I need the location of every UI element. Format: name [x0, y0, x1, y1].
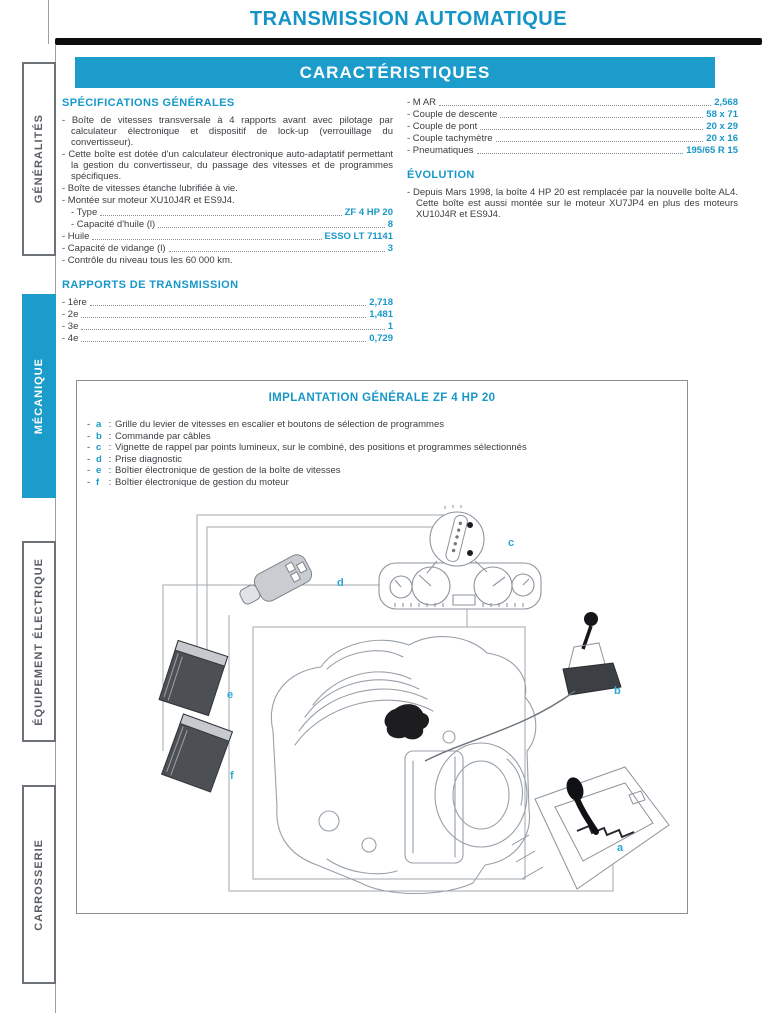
implantation-diagram-box — [76, 380, 688, 914]
sidebar-tab-label: MÉCANIQUE — [33, 357, 45, 435]
legend-dash: - — [87, 465, 91, 476]
ratio-label: - 2e — [62, 309, 79, 320]
ratio-value: 1,481 — [369, 309, 393, 320]
sidebar-tab-label: ÉQUIPEMENT ÉLECTRIQUE — [33, 557, 45, 726]
couple-row — [407, 97, 738, 108]
leader-dots — [500, 117, 703, 118]
spec-row — [62, 243, 393, 254]
leader-dots — [477, 153, 684, 154]
callout-b: b — [614, 685, 621, 697]
evolution-heading: ÉVOLUTION — [407, 169, 475, 181]
specs-paragraph: - Boîte de vitesses étanche lubrifiée à vie. — [62, 183, 238, 194]
callout-d: d — [337, 577, 344, 589]
leader-dots — [439, 105, 711, 106]
spec-value: 3 — [387, 243, 393, 254]
sidebar-tab-mecanique — [22, 294, 56, 498]
right-column — [407, 97, 738, 345]
couple-label: - Couple de pont — [407, 121, 478, 132]
legend-text: Vignette de rappel par points lumineux, sur le combiné, des positions et programmes sélectionnés — [115, 442, 527, 453]
legend-item-f — [87, 477, 687, 489]
sidebar-tab-carrosserie — [22, 785, 56, 984]
legend-dash: - — [87, 442, 91, 453]
couple-row — [407, 145, 738, 156]
evolution-paragraph: - Depuis Mars 1998, la boîte 4 HP 20 est remplacée par la nouvelle boîte AL4. Cette boîte est aussi montée sur le moteur XU7JP4 en plus des moteurs XU10J4R et ES9J4. — [407, 187, 738, 220]
legend-text: Boîtier électronique de gestion du moteur — [115, 476, 289, 488]
ratio-value: 0,729 — [369, 333, 393, 344]
legend-colon: : — [108, 476, 112, 488]
implantation-illustration — [77, 499, 687, 911]
sidebar-tab-label: CARROSSERIE — [33, 838, 45, 931]
diagram-title: IMPLANTATION GÉNÉRALE ZF 4 HP 20 — [268, 392, 496, 404]
ratio-value: 1 — [387, 321, 393, 332]
couple-value: 58 x 71 — [706, 109, 738, 120]
legend-text: Commande par câbles — [115, 430, 211, 442]
section-banner-title: CARACTÉRISTIQUES — [299, 62, 491, 82]
callout-f: f — [230, 770, 234, 782]
spec-value: 8 — [387, 219, 393, 230]
spec-label: - Capacité d'huile (l) — [71, 219, 156, 230]
spec-row — [62, 219, 393, 230]
left-column — [62, 97, 393, 345]
legend-key: f — [96, 476, 100, 488]
spec-row — [62, 231, 393, 242]
leader-dots — [496, 141, 704, 142]
callout-e: e — [227, 689, 234, 701]
content-columns — [62, 97, 738, 345]
corner-rule — [48, 0, 49, 44]
specs-paragraph: - Montée sur moteur XU10J4R et ES9J4. — [62, 195, 235, 206]
legend-item-a — [87, 419, 687, 431]
legend-key: e — [96, 465, 102, 476]
couple-label: - M AR — [407, 97, 437, 108]
title-rule-bar — [55, 38, 762, 45]
legend-item-c — [87, 442, 687, 454]
engine-drawing — [271, 637, 535, 894]
selector-console — [512, 767, 669, 889]
couple-label: - Couple de descente — [407, 109, 498, 120]
leader-dots — [169, 251, 385, 252]
leader-dots — [92, 239, 321, 240]
legend-text: Prise diagnostic — [115, 453, 183, 465]
leader-dots — [480, 129, 703, 130]
legend-colon: : — [108, 430, 112, 442]
legend-dash: - — [87, 430, 91, 442]
spec-value: ESSO LT 71141 — [324, 231, 393, 242]
legend-text: Grille du levier de vitesses en escalier et boutons de sélection de programmes — [115, 419, 444, 430]
rapports-heading: RAPPORTS DE TRANSMISSION — [62, 279, 239, 291]
legend-item-e — [87, 465, 687, 477]
legend-dash: - — [87, 476, 91, 488]
leader-dots — [81, 329, 384, 330]
ratio-label: - 1ère — [62, 297, 87, 308]
legend-text: Boîtier électronique de gestion de la boîte de vitesses — [115, 465, 341, 476]
leader-dots — [81, 317, 366, 318]
legend-dash: - — [87, 453, 91, 465]
legend-colon: : — [108, 419, 112, 430]
ratio-row — [62, 333, 393, 344]
legend-key: c — [96, 442, 102, 453]
legend-key: d — [96, 453, 102, 465]
legend-item-b — [87, 431, 687, 443]
callout-c: c — [508, 537, 515, 549]
ratio-value: 2,718 — [369, 297, 393, 308]
specs-paragraph: - Cette boîte est dotée d'un calculateur électronique auto-adaptatif permettant la gestion du convertisseur, du passage des vitesses et de programmes spécifiques. — [62, 149, 393, 182]
couple-label: - Pneumatiques — [407, 145, 474, 156]
legend-key: a — [96, 419, 102, 430]
sidebar-tab-label: GÉNÉRALITÉS — [33, 114, 45, 204]
harness-lines — [163, 515, 613, 891]
legend-colon: : — [108, 453, 112, 465]
ecu-engine — [162, 714, 233, 792]
sidebar-tab-generalites — [22, 62, 56, 256]
leader-dots — [90, 305, 366, 306]
legend-colon: : — [108, 465, 112, 476]
couple-value: 195/65 R 15 — [686, 145, 738, 156]
spec-label: - Huile — [62, 231, 90, 242]
callout-a: a — [617, 842, 624, 854]
ratio-label: - 3e — [62, 321, 79, 332]
ratio-label: - 4e — [62, 333, 79, 344]
leader-dots — [81, 341, 366, 342]
specs-paragraph: - Boîte de vitesses transversale à 4 rapports avant avec pilotage par calculateur électronique et dispositif de lock-up (verrouillage du convertisseur). — [62, 115, 393, 148]
couple-row — [407, 109, 738, 120]
legend-colon: : — [108, 442, 112, 453]
ratio-row — [62, 297, 393, 308]
ratio-row — [62, 321, 393, 332]
ecu-gearbox — [159, 641, 228, 716]
specs-footnote: - Contrôle du niveau tous les 60 000 km. — [62, 255, 233, 266]
couple-row — [407, 133, 738, 144]
section-banner — [75, 57, 715, 88]
specs-heading: SPÉCIFICATIONS GÉNÉRALES — [62, 97, 235, 109]
instrument-cluster — [379, 563, 541, 609]
leader-dots — [158, 227, 385, 228]
gear-cable — [425, 691, 575, 761]
diagram-legend — [87, 419, 687, 488]
spec-row — [62, 207, 393, 218]
legend-dash: - — [87, 419, 91, 430]
legend-item-d — [87, 454, 687, 466]
couple-value: 2,568 — [714, 97, 738, 108]
spec-value: ZF 4 HP 20 — [344, 207, 393, 218]
spec-label: - Type — [71, 207, 98, 218]
legend-key: b — [96, 430, 102, 442]
spec-label: - Capacité de vidange (l) — [62, 243, 166, 254]
leader-dots — [100, 215, 341, 216]
couple-value: 20 x 29 — [706, 121, 738, 132]
ratio-row — [62, 309, 393, 320]
couple-row — [407, 121, 738, 132]
couple-value: 20 x 16 — [706, 133, 738, 144]
couple-label: - Couple tachymètre — [407, 133, 493, 144]
engine-dark-detail — [385, 704, 429, 739]
diagnostic-connector — [235, 552, 314, 613]
page-title: TRANSMISSION AUTOMATIQUE — [249, 8, 568, 30]
sidebar-tab-equipement-electrique — [22, 541, 56, 742]
